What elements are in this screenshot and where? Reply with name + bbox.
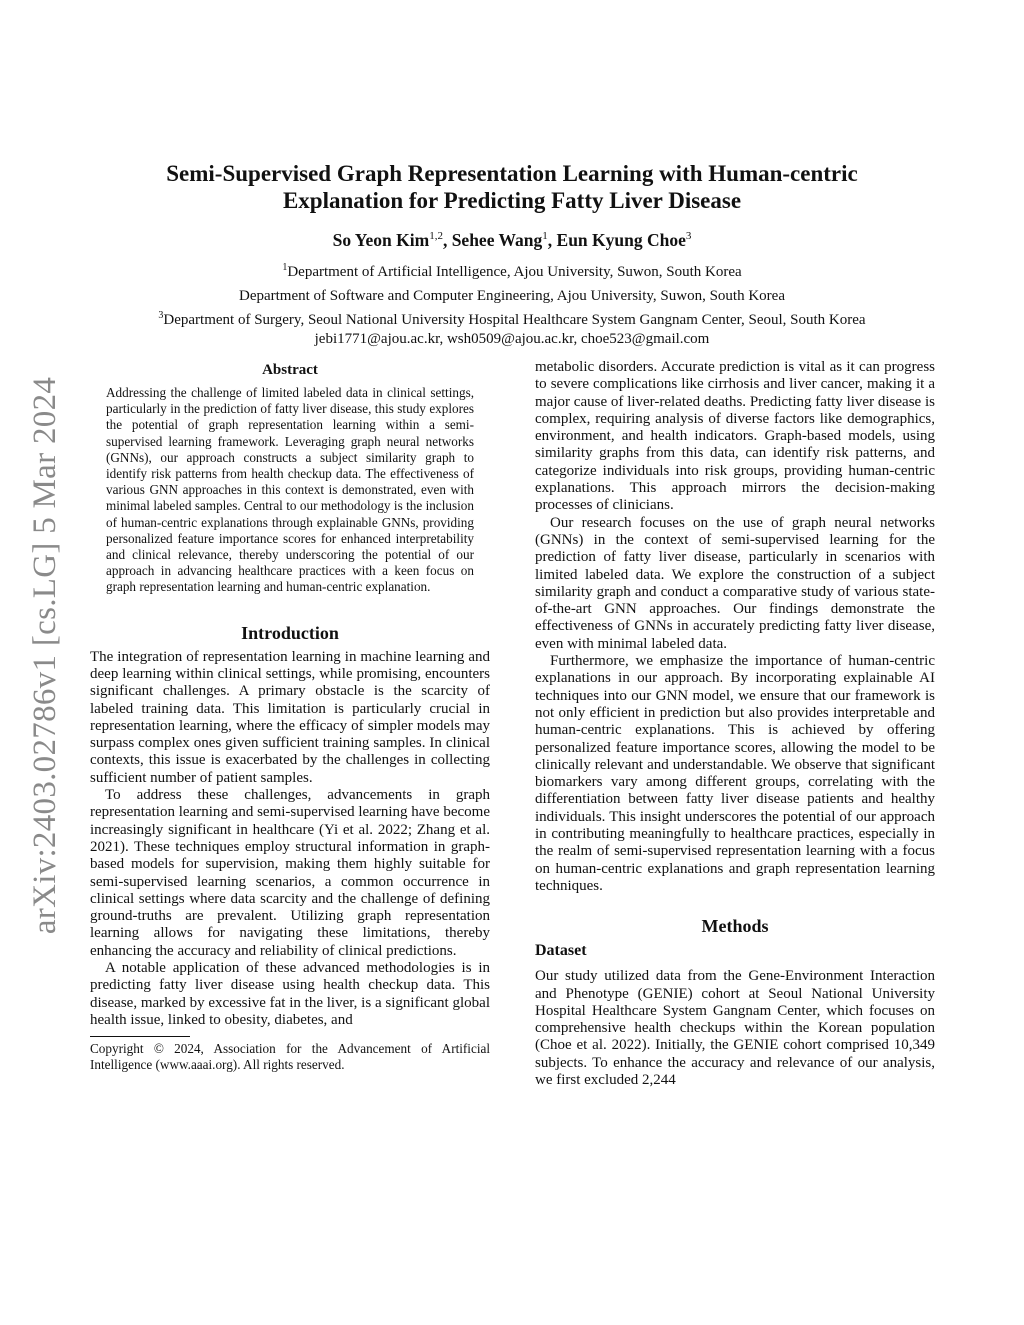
footnote-rule <box>90 1036 190 1037</box>
dataset-heading: Dataset <box>535 942 587 960</box>
author-list: So Yeon Kim$^{1,2}$, Sehee Wang$^1$, Eun Kyung Choe$^3$ <box>332 230 692 250</box>
author-affil-mark: 3 <box>685 230 692 243</box>
affiliation-line: $^3$Department of Surgery, Seoul National University Hospital Healthcare System Gangnam Center, Seoul, South Korea <box>158 310 866 328</box>
intro-continued-paragraph: Our research focuses on the use of graph neural networks (GNNs) in the context of semi-supervised learning for the prediction of fatty liver disease, particularly in scenarios with limited labeled data. We explore the construction of a subject similarity graph and conduct a comparative study of various state-of-the-art GNN approaches. Our findings demonstrate the effectiveness of GNNs in accurately predicting fatty liver disease, even with minimal labeled data. <box>535 514 935 652</box>
intro-continued-paragraph: Furthermore, we emphasize the importance of human-centric explanations in our approach. By incorporating explainable AI techniques into our GNN model, we ensure that our framework is not only efficient in prediction but also provides interpretable and human-centric explanations. This is achieved by offering personalized feature importance scores, allowing the model to be clinically relevant and understandable. We observe that significant biomarkers vary among different groups, correlating with the differentiation between fatty liver disease patients and healthy individuals. This insight underscores the potential of our approach in contributing meaningfully to healthcare practices, especially in the realm of semi-supervised representation learning with a focus on human-centric explanations and graph representation learning techniques. <box>535 653 935 894</box>
paper-title <box>90 160 934 214</box>
author-affil-mark: 1,2 <box>429 230 443 243</box>
abstract-text: Addressing the challenge of limited labeled data in clinical settings, particularly in the prediction of fatty liver disease, this study explores the potential of graph representation learning within a semi-supervised learning framework. Leveraging graph neural networks (GNNs), our approach constructs a subject similarity graph to identify risk patterns from health checkup data. The effectiveness of various GNN approaches in this context is demonstrated, even with minimal labeled samples. Central to our methodology is the inclusion of human-centric explanations through explainable GNNs, providing personalized feature importance scores for enhanced interpretability and clinical relevance, thereby underscoring the potential of our approach in advancing healthcare practices with a keen focus on graph representation learning and human-centric explanation. <box>106 385 474 595</box>
affiliation-line: Department of Software and Computer Engineering, Ajou University, Suwon, South Korea <box>238 288 785 304</box>
abstract-heading: Abstract <box>262 362 318 378</box>
author-name: So Yeon Kim <box>332 230 430 250</box>
intro-continued-paragraph: metabolic disorders. Accurate prediction is vital as it can progress to severe complications like cirrhosis and liver cancer, making it a major cause of liver-related deaths. Predicting fatty liver disease is complex, requiring analysis of diverse factors like demographics, environment, and health indicators. Graph-based models, using similarity graphs from this data, can identify risk patterns, and categorize individuals into risk groups, providing human-centric explanations. This approach mirrors the decision-making processes of clinicians. <box>535 359 935 514</box>
title-line: Explanation for Predicting Fatty Liver Disease <box>282 188 742 213</box>
intro-paragraph: The integration of representation learning in machine learning and deep learning within clinical settings, while promising, encounters significant challenges. A primary obstacle is the scarcity of labeled training data. This limitation is particularly crucial in representation learning, where the efficacy of simpler models may surpass complex ones given sufficient training samples. In clinical contexts, this issue is exacerbated by the challenges in collecting sufficient number of patient samples. <box>90 648 490 786</box>
intro-paragraph: To address these challenges, advancements in graph representation learning and semi-supervised learning have become increasingly significant in healthcare (Yi et al. 2022; Zhang et al. 2021). These techniques employ structural information in graph-based models for supervision, making them highly suitable for semi-supervised learning scenarios, a common occurrence in clinical settings where data scarcity and the challenge of defining ground-truths are prevalent. Utilizing graph representation learning allows for navigating these limitations, thereby enhancing the accuracy and reliability of clinical predictions. <box>90 787 490 959</box>
dataset-paragraph: Our study utilized data from the Gene-Environment Interaction and Phenotype (GENIE) cohort at Seoul National University Hospital Healthcare System Gangnam Center, which focuses on comprehensive health checkups within the Korean population (Choe et al. 2022). Initially, the GENIE cohort comprised 10,349 subjects. To enhance the accuracy and relevance of our analysis, we first excluded 2,244 <box>535 968 935 1088</box>
introduction-heading: Introduction <box>241 622 339 643</box>
author-name: Eun Kyung Choe <box>556 230 686 250</box>
title-line: Semi-Supervised Graph Representation Learning with Human-centric <box>166 161 858 186</box>
left-column <box>90 362 490 1073</box>
methods-heading: Methods <box>701 916 769 937</box>
author-affil-mark: 1 <box>542 230 548 243</box>
arxiv-identifier: arXiv:2403.02786v1 [cs.LG] 5 Mar 2024 <box>27 376 64 934</box>
right-column <box>535 359 935 1089</box>
author-name: Sehee Wang <box>451 230 543 250</box>
affiliation-line: $^1$Department of Artificial Intelligence, Ajou University, Suwon, South Korea <box>282 262 742 280</box>
affiliations <box>90 258 934 349</box>
intro-paragraph: A notable application of these advanced methodologies is in predicting fatty liver disease using health checkup data. This disease, marked by excessive fat in the liver, is a significant global health issue, linked to obesity, diabetes, and <box>90 959 490 1028</box>
author-emails: jebi1771@ajou.ac.kr, wsh0509@ajou.ac.kr, choe523@gmail.com <box>314 331 710 347</box>
copyright-footnote: Copyright © 2024, Association for the Advancement of Artificial Intelligence (www.aaai.org). All rights reserved. <box>90 1041 490 1073</box>
